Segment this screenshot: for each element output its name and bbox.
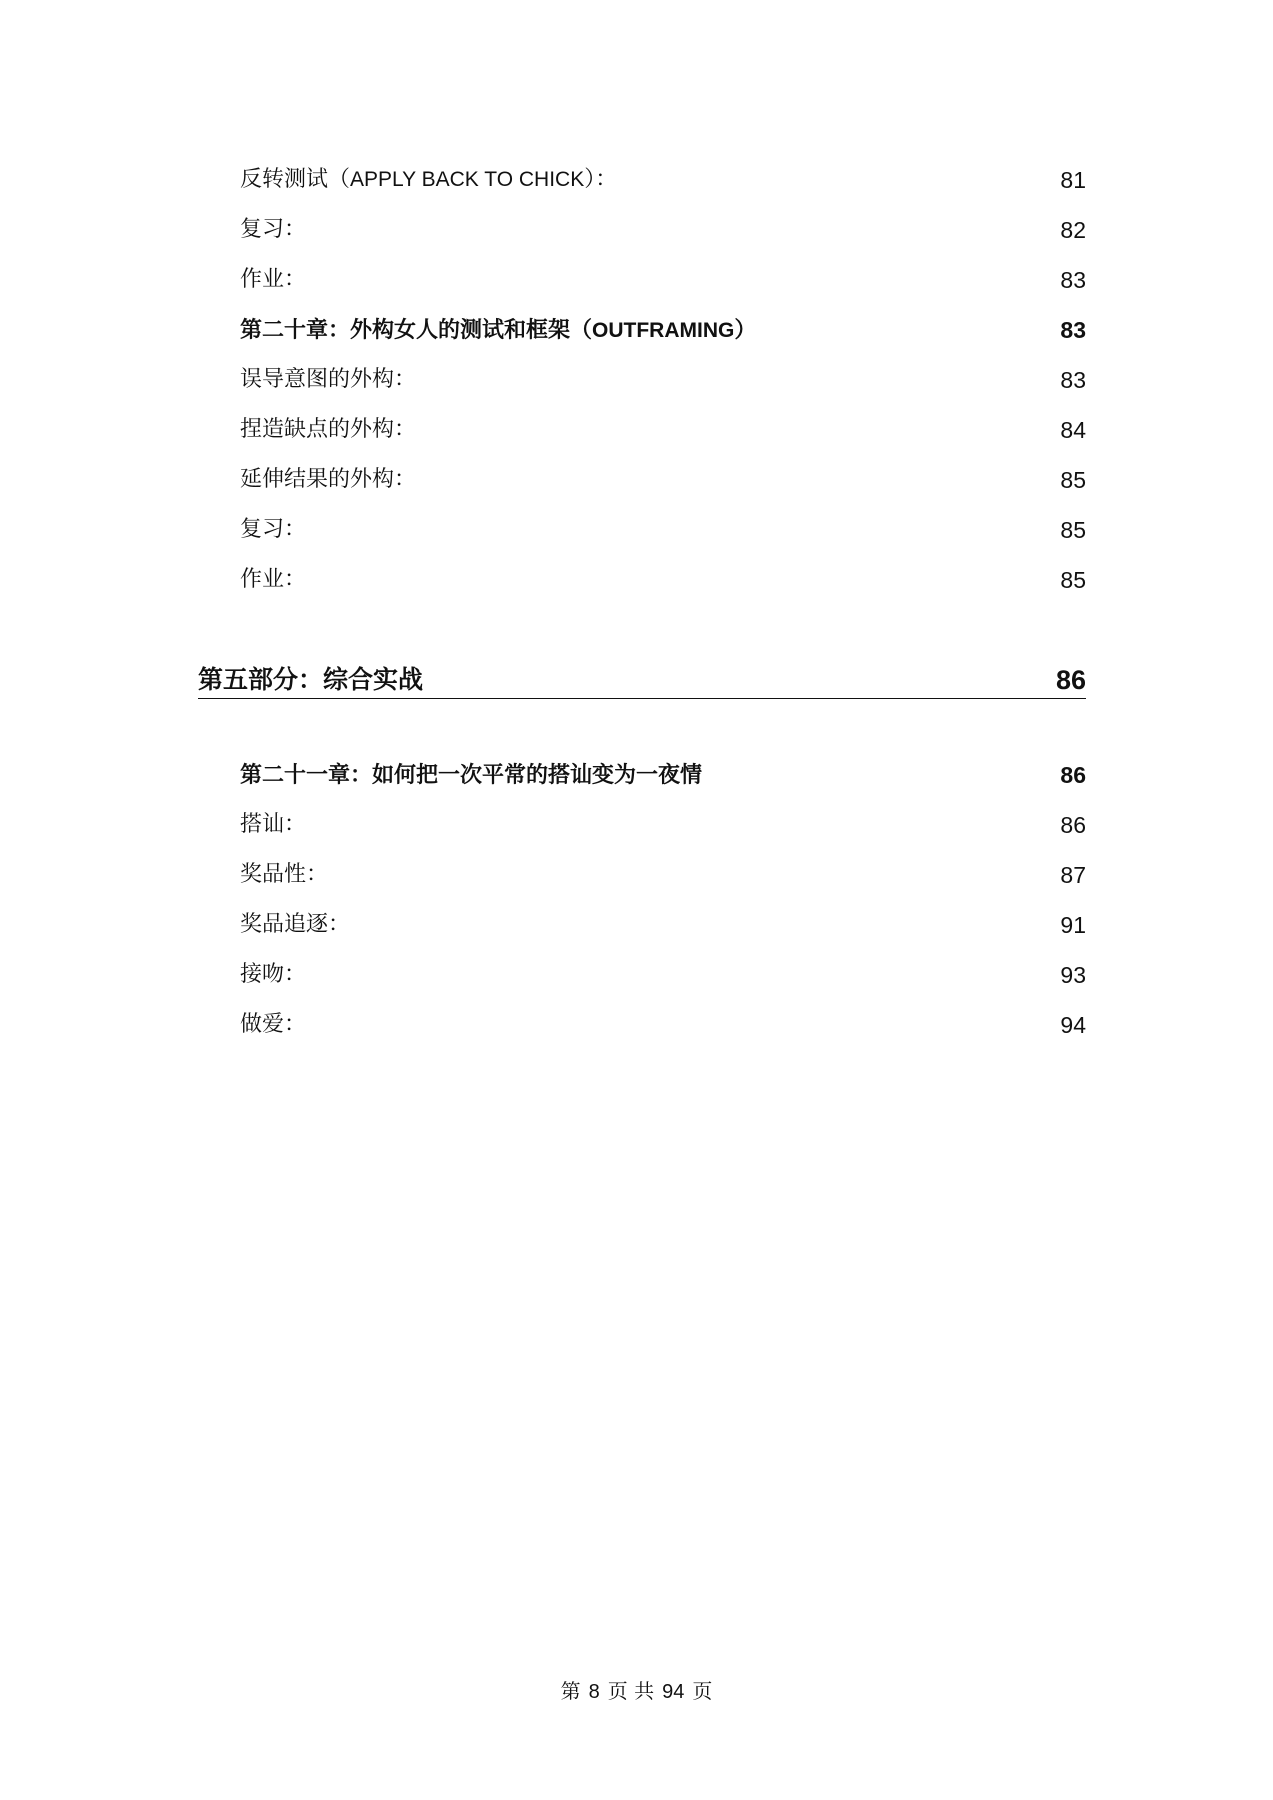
toc-entry[interactable] — [240, 260, 1086, 300]
toc-entry-page: 85 — [1060, 567, 1086, 593]
toc-entry-title: 做爱： — [240, 1012, 307, 1037]
toc-chapter-entry[interactable] — [240, 755, 1086, 795]
toc-entry-page: 81 — [1060, 167, 1086, 193]
toc-entry-title: 第二十一章：如何把一次平常的搭讪变为一夜情 — [240, 762, 703, 788]
toc-entry-page: 85 — [1060, 517, 1086, 543]
toc-entry[interactable] — [240, 360, 1086, 400]
toc-entry[interactable] — [240, 855, 1086, 895]
toc-entry-title: 捏造缺点的外构： — [240, 417, 417, 442]
footer-current-page: 8 — [588, 1681, 600, 1703]
footer-total-pages: 94 — [662, 1681, 685, 1703]
toc-entry-page: 83 — [1060, 267, 1086, 293]
toc-entry-title: 接吻： — [240, 962, 307, 987]
toc-entry[interactable] — [240, 955, 1086, 995]
footer-prefix: 第 — [560, 1679, 581, 1703]
toc-entry[interactable] — [240, 210, 1086, 250]
toc-entry[interactable] — [240, 905, 1086, 945]
toc-entry[interactable] — [240, 805, 1086, 845]
toc-part-page: 86 — [1055, 665, 1086, 695]
toc-entry-page: 84 — [1060, 417, 1086, 443]
toc-entry-page: 83 — [1060, 317, 1086, 343]
toc-part-title: 第五部分：综合实战 — [198, 665, 424, 694]
toc-entry-title: 反转测试（APPLY BACK TO CHICK）： — [240, 167, 618, 192]
toc-part-heading[interactable] — [198, 650, 1086, 699]
toc-chapter-entry[interactable] — [240, 310, 1086, 350]
toc-entry-page: 82 — [1060, 217, 1086, 243]
toc-entry-page: 93 — [1060, 962, 1086, 988]
toc-entry-page: 94 — [1060, 1012, 1086, 1038]
toc-entry-title: 奖品性： — [240, 862, 329, 887]
toc-entry-page: 85 — [1060, 467, 1086, 493]
footer-suffix: 页 — [692, 1679, 713, 1703]
toc-entry-title: 复习： — [240, 217, 307, 242]
toc-entry-page: 91 — [1060, 912, 1086, 938]
toc-entry-title: 延伸结果的外构： — [240, 467, 417, 492]
toc-entry-page: 87 — [1060, 862, 1086, 888]
toc-entry[interactable] — [240, 410, 1086, 450]
toc-entry-page: 83 — [1060, 367, 1086, 393]
toc-entry[interactable] — [240, 510, 1086, 550]
footer-middle: 页 共 — [607, 1679, 655, 1703]
toc-entry-title: 误导意图的外构： — [240, 367, 417, 392]
toc-entry[interactable] — [240, 460, 1086, 500]
toc-entry-page: 86 — [1060, 812, 1086, 838]
toc-entry-title: 作业： — [240, 267, 307, 292]
toc-entry-title: 搭讪： — [240, 812, 307, 837]
toc-entry-title: 作业： — [240, 567, 307, 592]
toc-entry-title: 奖品追逐： — [240, 912, 351, 937]
toc-entry[interactable] — [240, 160, 1086, 200]
toc-entry-page: 86 — [1060, 762, 1086, 788]
toc-entry[interactable] — [240, 560, 1086, 600]
toc-entry-title: 第二十章：外构女人的测试和框架（OUTFRAMING） — [240, 317, 757, 343]
page-footer — [0, 1676, 1273, 1707]
toc-entry[interactable] — [240, 1005, 1086, 1045]
toc-entry-title: 复习： — [240, 517, 307, 542]
